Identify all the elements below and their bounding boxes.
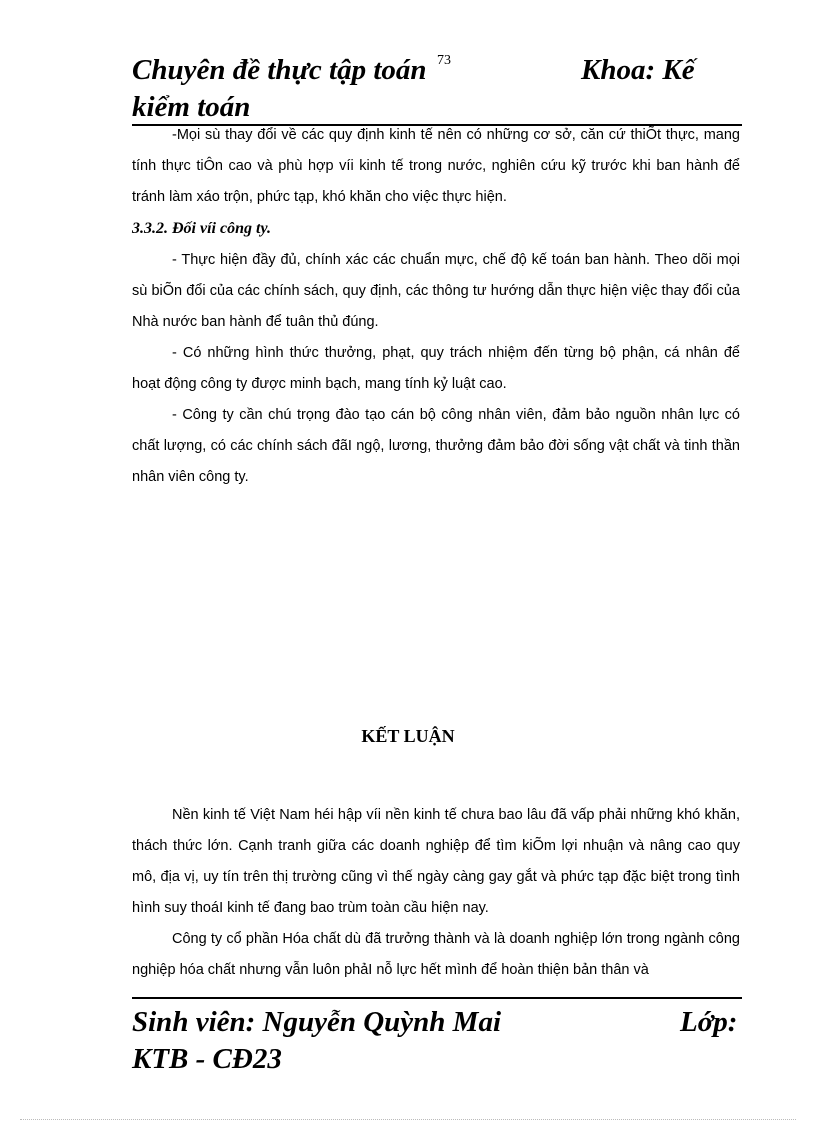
conclusion-paragraph-1: Nền kinh tế Việt Nam héi hập víi nền kinh tế chưa bao lâu đã vấp phải những khó khăn, thách thức lớn. Cạnh tranh giữa các doanh nghiệp để tìm kiÕm lợi nhuận và nâng cao quy mô, địa vị, uy tín trên thị trường cũng vì thế ngày càng gay gắt và phức tạp đặc biệt trong tình hình suy thoáI kinh tế đang bao trùm toàn cầu hiện nay. bbox=[132, 807, 740, 916]
body-conclusion bbox=[132, 800, 740, 986]
body-section-1 bbox=[132, 120, 740, 493]
header-title: Chuyên đề thực tập toán kiểm toán bbox=[132, 54, 427, 123]
page-number: 73 bbox=[437, 53, 451, 68]
paragraph-item-3: - Công ty cần chú trọng đào tạo cán bộ công nhân viên, đảm bảo nguồn nhân lực có chất lượng, có các chính sách đãI ngộ, lương, thưởng đảm bảo đời sống vật chất và tinh thần nhân viên công ty. bbox=[132, 407, 740, 485]
paragraph-regulation: -Mọi sù thay đổi về các quy định kinh tế nên có những cơ sở, căn cứ thiÕt thực, mang tính thực tiÔn cao và phù hợp víi kinh tế trong nước, nghiên cứu kỹ trước khi ban hành để tránh làm xáo trộn, phức tạp, khó khăn cho việc thực hiện. bbox=[132, 127, 740, 205]
section-heading: 3.3.2. Đối víi công ty. bbox=[132, 220, 271, 237]
paragraph-item-1: - Thực hiện đầy đủ, chính xác các chuẩn mực, chế độ kế toán ban hành. Theo dõi mọi sù biÕn đổi của các chính sách, quy định, các thông tư hướng dẫn thực hiện việc thay đổi của Nhà nước ban hành để tuân thủ đúng. bbox=[132, 252, 740, 330]
header-department: Khoa: Kế bbox=[581, 54, 695, 86]
page-bottom-divider bbox=[20, 1119, 796, 1120]
conclusion-paragraph-2: Công ty cổ phần Hóa chất dù đã trưởng thành và là doanh nghiệp lớn trong ngành công nghiệp hóa chất nhưng vẫn luôn phảI nỗ lực hết mình để hoàn thiện bản thân và bbox=[132, 931, 740, 978]
footer-class-label: Lớp: bbox=[680, 1006, 738, 1038]
footer-rule bbox=[132, 997, 742, 999]
paragraph-item-2: - Có những hình thức thưởng, phạt, quy trách nhiệm đến từng bộ phận, cá nhân để hoạt động công ty được minh bạch, mang tính kỷ luật cao. bbox=[132, 345, 740, 392]
conclusion-title: KẾT LUẬN bbox=[361, 726, 455, 746]
footer-student: Sinh viên: Nguyễn Quỳnh Mai KTB - CĐ23 bbox=[132, 1006, 502, 1075]
